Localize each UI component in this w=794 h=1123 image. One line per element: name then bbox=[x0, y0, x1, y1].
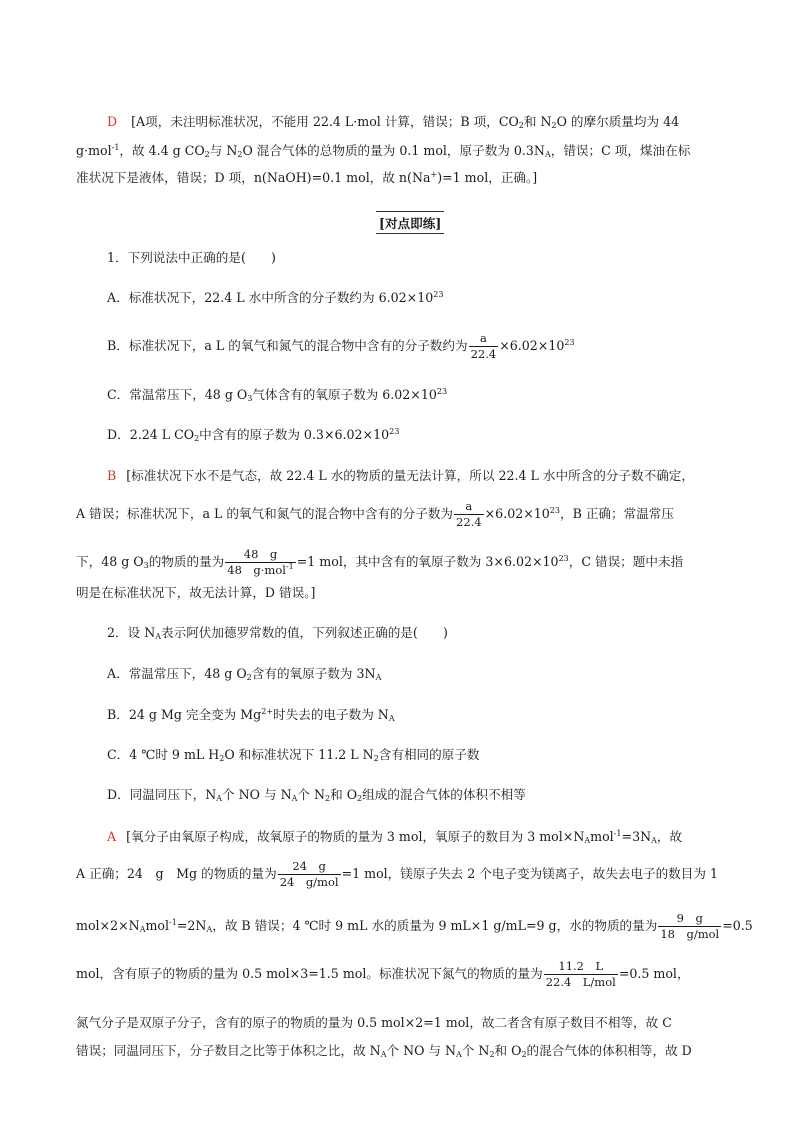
a2-line-4: mol，含有原子的物质的量为 0.5 mol×3=1.5 mol。标准状况下氮气的物质的量为 $\frac{11.2 L}{\text{22.4 L/mol}}$ =0.5 mol， bbox=[76, 959, 690, 989]
fraction: $\frac{11.2 L}{\text{22.4 L/mol}}$ bbox=[545, 959, 616, 989]
a1-line-3: 下，48 g $O_3$的物质的量为 $\frac{48 g}{48 g\cdot mol^{-1}}$ =1 mol，其中含有的氧原子数为 $3\times 6.02\times 10^{23}$，C 错误；题中未指 bbox=[76, 547, 684, 577]
a1-line-1: B [标准状况下水不是气态，故 22.4 L 水的物质的量无法计算，所以 22.4 L 水中所含的分子数不确定， bbox=[107, 468, 694, 483]
q1-option-a: A．标准状况下，22.4 L 水中所含的分子数约为 $6.02\times 10^{23}$ bbox=[107, 290, 444, 305]
a2-line-1: A [氧分子由氧原子构成，故氧原子的物质的量为 3 mol，氧原子的数目为 3 $mol\times N_Amol^{-1}=3N_A$，故 bbox=[107, 829, 683, 845]
a2-line-2: A 正确；24 g Mg 的物质的量为 $\frac{24 g}{\text{24 g/mol}}$ =1 mol，镁原子失去 2 个电子变为镁离子，故失去电子的数目为 1 bbox=[76, 859, 718, 889]
fraction: $\frac{a}{22.4}$ bbox=[456, 499, 482, 529]
intro-answer-line-3: 准状况下是液体，错误；D 项，n(NaOH)=0.1 mol，故 n(Na+)=1 mol，正确。] bbox=[76, 170, 538, 185]
q2-option-a: A．常温常压下，48 g $O_2$含有的氧原子数为 $3N_A$ bbox=[107, 666, 382, 682]
q1-option-b: B．标准状况下，a L 的氧气和氮气的混合物中含有的分子数约为 $\frac{a}{22.4}$ $\times 6.02\times 10^{23}$ bbox=[107, 331, 575, 361]
fraction: $\frac{48 g}{48 g\cdot mol^{-1}}$ bbox=[227, 547, 294, 577]
q2-option-b: B．24 g Mg 完全变为 $Mg^{2+}$时失去的电子数为 $N_A$ bbox=[107, 707, 395, 723]
q1-stem: 1．下列说法中正确的是( ) bbox=[107, 250, 276, 265]
q1-option-d: D．2.24 L $CO_2$中含有的原子数为 $0.3\times 6.02\times 10^{23}$ bbox=[107, 427, 400, 443]
fraction: $\frac{a}{22.4}$ bbox=[470, 331, 497, 361]
q2-stem: 2．设 $N_A$表示阿伏加德罗常数的值，下列叙述正确的是( ) bbox=[107, 625, 448, 641]
a1-line-4: 明是在标准状况下，故无法计算，D 错误。] bbox=[76, 585, 316, 600]
a2-line-6: 错误；同温同压下，分子数目之比等于体积之比，故 $N_A$个 NO 与 $N_A$个 $N_2$和 $O_2$的混合气体的体积相等，故 D bbox=[76, 1043, 692, 1059]
section-title: [对点即练] bbox=[376, 211, 444, 234]
answer-letter: A bbox=[107, 829, 117, 844]
a2-line-5: 氮气分子是双原子分子，含有的原子的物质的量为 0.5 mol×2=1 mol，故二者含有原子数目不相等，故 C bbox=[76, 1015, 672, 1030]
intro-answer-line-2: g·mol$^{-1}$，故 4.4 g $CO_2$与 $N_2O$ 混合气体的总物质的量为 0.1 mol，原子数为 $0.3N_A$，错误；C 项，煤油在标 bbox=[76, 143, 691, 159]
q1-option-c: C．常温常压下，48 g $O_3$气体含有的氧原子数为 $6.02\times 10^{23}$ bbox=[107, 387, 448, 403]
intro-answer-line-1: D [A项，未注明标准状况，不能用 22.4 L·mol 计算，错误；B 项，$CO_2$和 $N_2O$ 的摩尔质量均为 44 bbox=[107, 114, 680, 130]
a2-line-3: $mol\times 2\times N_Amol^{-1}=2N_A$，故 B 错误；4 ℃时 9 mL 水的质量为 9 mL×1 g/mL=9 g，水的物质的量为 $\frac{9 g}{\text{18 g/mol}}$ =0.5 bbox=[76, 911, 753, 941]
q2-option-c: C．4 ℃时 9 mL $H_2O$ 和标准状况下 11.2 L $N_2$含有相同的原子数 bbox=[107, 747, 480, 763]
answer-letter: B bbox=[107, 468, 117, 483]
answer-letter: D bbox=[107, 114, 118, 129]
fraction: $\frac{24 g}{\text{24 g/mol}}$ bbox=[279, 859, 339, 889]
fraction: $\frac{9 g}{\text{18 g/mol}}$ bbox=[660, 911, 720, 941]
q2-option-d: D．同温同压下，$N_A$个 NO 与 $N_A$个 $N_2$和 $O_2$组成的混合气体的体积不相等 bbox=[107, 787, 526, 803]
a1-line-2: A 错误；标准状况下，a L 的氧气和氮气的混合物中含有的分子数为 $\frac{a}{22.4}$ $\times 6.02\times 10^{23}$，B 正确；常温常压 bbox=[76, 499, 674, 529]
